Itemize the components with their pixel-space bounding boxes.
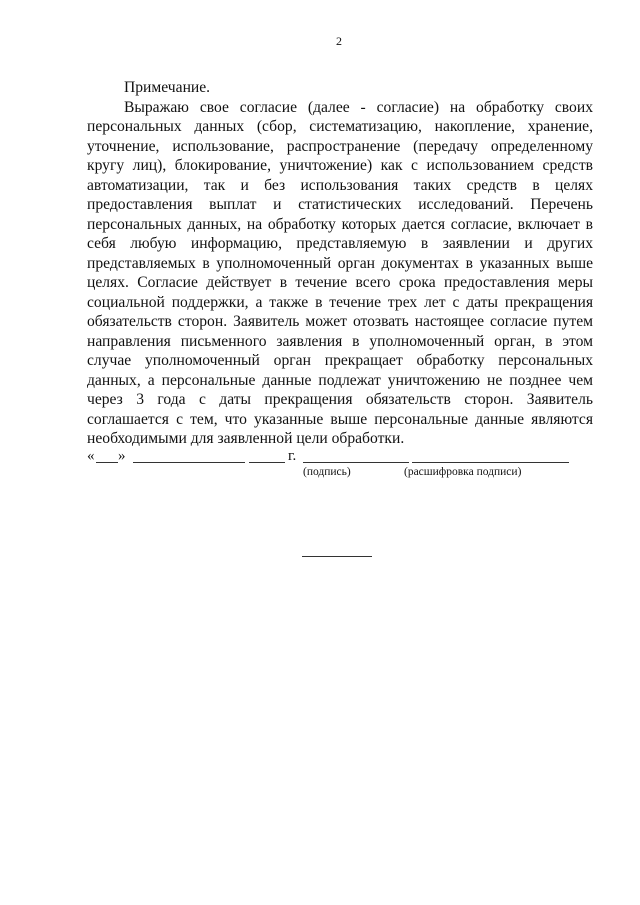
date-close-quote: »	[118, 448, 126, 464]
page-number: 2	[336, 34, 342, 48]
signature-decoding-caption: (расшифровка подписи)	[404, 466, 522, 478]
signature-decoding-blank-line[interactable]	[412, 462, 569, 463]
date-open-quote: «	[87, 448, 95, 464]
year-suffix: г.	[288, 448, 297, 464]
year-blank-line[interactable]	[249, 462, 285, 463]
day-blank-line[interactable]	[96, 462, 118, 463]
signature-blank-line[interactable]	[303, 462, 409, 463]
footer-divider	[302, 556, 372, 557]
signature-date-row	[87, 448, 577, 466]
note-section	[87, 78, 593, 449]
signature-caption: (подпись)	[303, 466, 351, 478]
note-title: Примечание.	[124, 79, 211, 96]
consent-paragraph: Выражаю свое согласие (далее - согласие) на обработку своих персональных данных (сбор, систематизацию, накопление, хранение, уточнение, использование, распространение (передачу определенному кругу лиц), блокирование, уничтожение) как с использованием средств автоматизации, так и без использования таких средств в целях предоставления выплат и статистических исследований. Перечень персональных данных, на обработку которых дается согласие, включает в себя любую информацию, представляемую в заявлении и других представляемых в уполномоченный орган документах в указанных выше целях. Согласие действует в течение всего срока предоставления меры социальной поддержки, а также в течение трех лет с даты прекращения обязательств сторон. Заявитель может отозвать настоящее согласие путем направления письменного заявления в уполномоченный орган, в этом случае уполномоченный орган прекращает обработку персональных данных, а персональные данные подлежат уничтожению не позднее чем через 3 года с даты прекращения обязательств сторон. Заявитель соглашается с тем, что указанные выше персональные данные являются необходимыми для заявленной цели обработки.	[87, 98, 593, 447]
month-blank-line[interactable]	[133, 462, 245, 463]
